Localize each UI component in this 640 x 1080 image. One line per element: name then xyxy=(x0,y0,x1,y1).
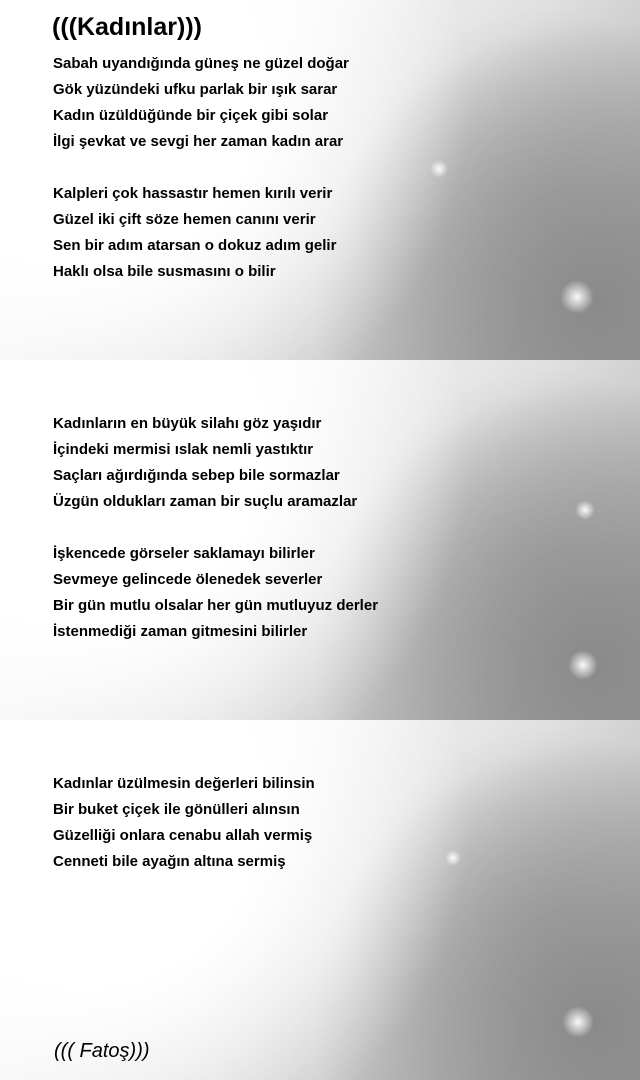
poem-line: Kalpleri çok hassastır hemen kırılı verir xyxy=(53,185,333,202)
poem-line: Bir buket çiçek ile gönülleri alınsın xyxy=(53,801,300,818)
poem-author: ((( Fatoş))) xyxy=(54,1040,150,1062)
stanza-3 xyxy=(53,411,357,515)
poem-line: Bir gün mutlu olsalar her gün mutluyuz derler xyxy=(53,597,379,614)
poem-line: Sevmeye gelincede ölenedek severler xyxy=(53,571,323,588)
poem-panel-2 xyxy=(0,360,640,720)
sparkle-decoration xyxy=(568,650,598,680)
sparkle-decoration xyxy=(575,500,595,520)
poem-line: Kadınlar üzülmesin değerleri bilinsin xyxy=(53,775,315,792)
poem-line: Cenneti bile ayağın altına sermiş xyxy=(53,853,286,870)
sparkle-decoration xyxy=(562,1006,594,1038)
poem-line: Güzelliği onlara cenabu allah vermiş xyxy=(53,827,313,844)
poem-line: Kadınların en büyük silahı göz yaşıdır xyxy=(53,415,322,432)
poem-line: İstenmediği zaman gitmesini bilirler xyxy=(53,623,308,640)
poem-line: İşkencede görseler saklamayı bilirler xyxy=(53,545,315,562)
poem-line: Gök yüzündeki ufku parlak bir ışık sarar xyxy=(53,81,338,98)
poem-line: Güzel iki çift söze hemen canını verir xyxy=(53,211,316,228)
poem-line: Haklı olsa bile susmasını o bilir xyxy=(53,263,276,280)
poem-line: İlgi şevkat ve sevgi her zaman kadın arar xyxy=(53,133,344,150)
stanza-2 xyxy=(53,181,336,285)
sparkle-decoration xyxy=(560,280,594,314)
poem-panel-1 xyxy=(0,0,640,360)
poem-line: Sen bir adım atarsan o dokuz adım gelir xyxy=(53,237,337,254)
poem-line: Kadın üzüldüğünde bir çiçek gibi solar xyxy=(53,107,329,124)
stanza-5 xyxy=(53,771,315,875)
poem-line: Saçları ağırdığında sebep bile sormazlar xyxy=(53,467,340,484)
poem-line: Sabah uyandığında güneş ne güzel doğar xyxy=(53,55,349,72)
sparkle-decoration xyxy=(445,850,461,866)
sparkle-decoration xyxy=(430,160,448,178)
poem-line: Üzgün oldukları zaman bir suçlu aramazlar xyxy=(53,493,358,510)
poem-title: (((Kadınlar))) xyxy=(52,13,202,41)
stanza-1 xyxy=(53,51,349,155)
stanza-4 xyxy=(53,541,378,645)
poem-panel-3 xyxy=(0,720,640,1080)
poem-line: İçindeki mermisi ıslak nemli yastıktır xyxy=(53,441,314,458)
